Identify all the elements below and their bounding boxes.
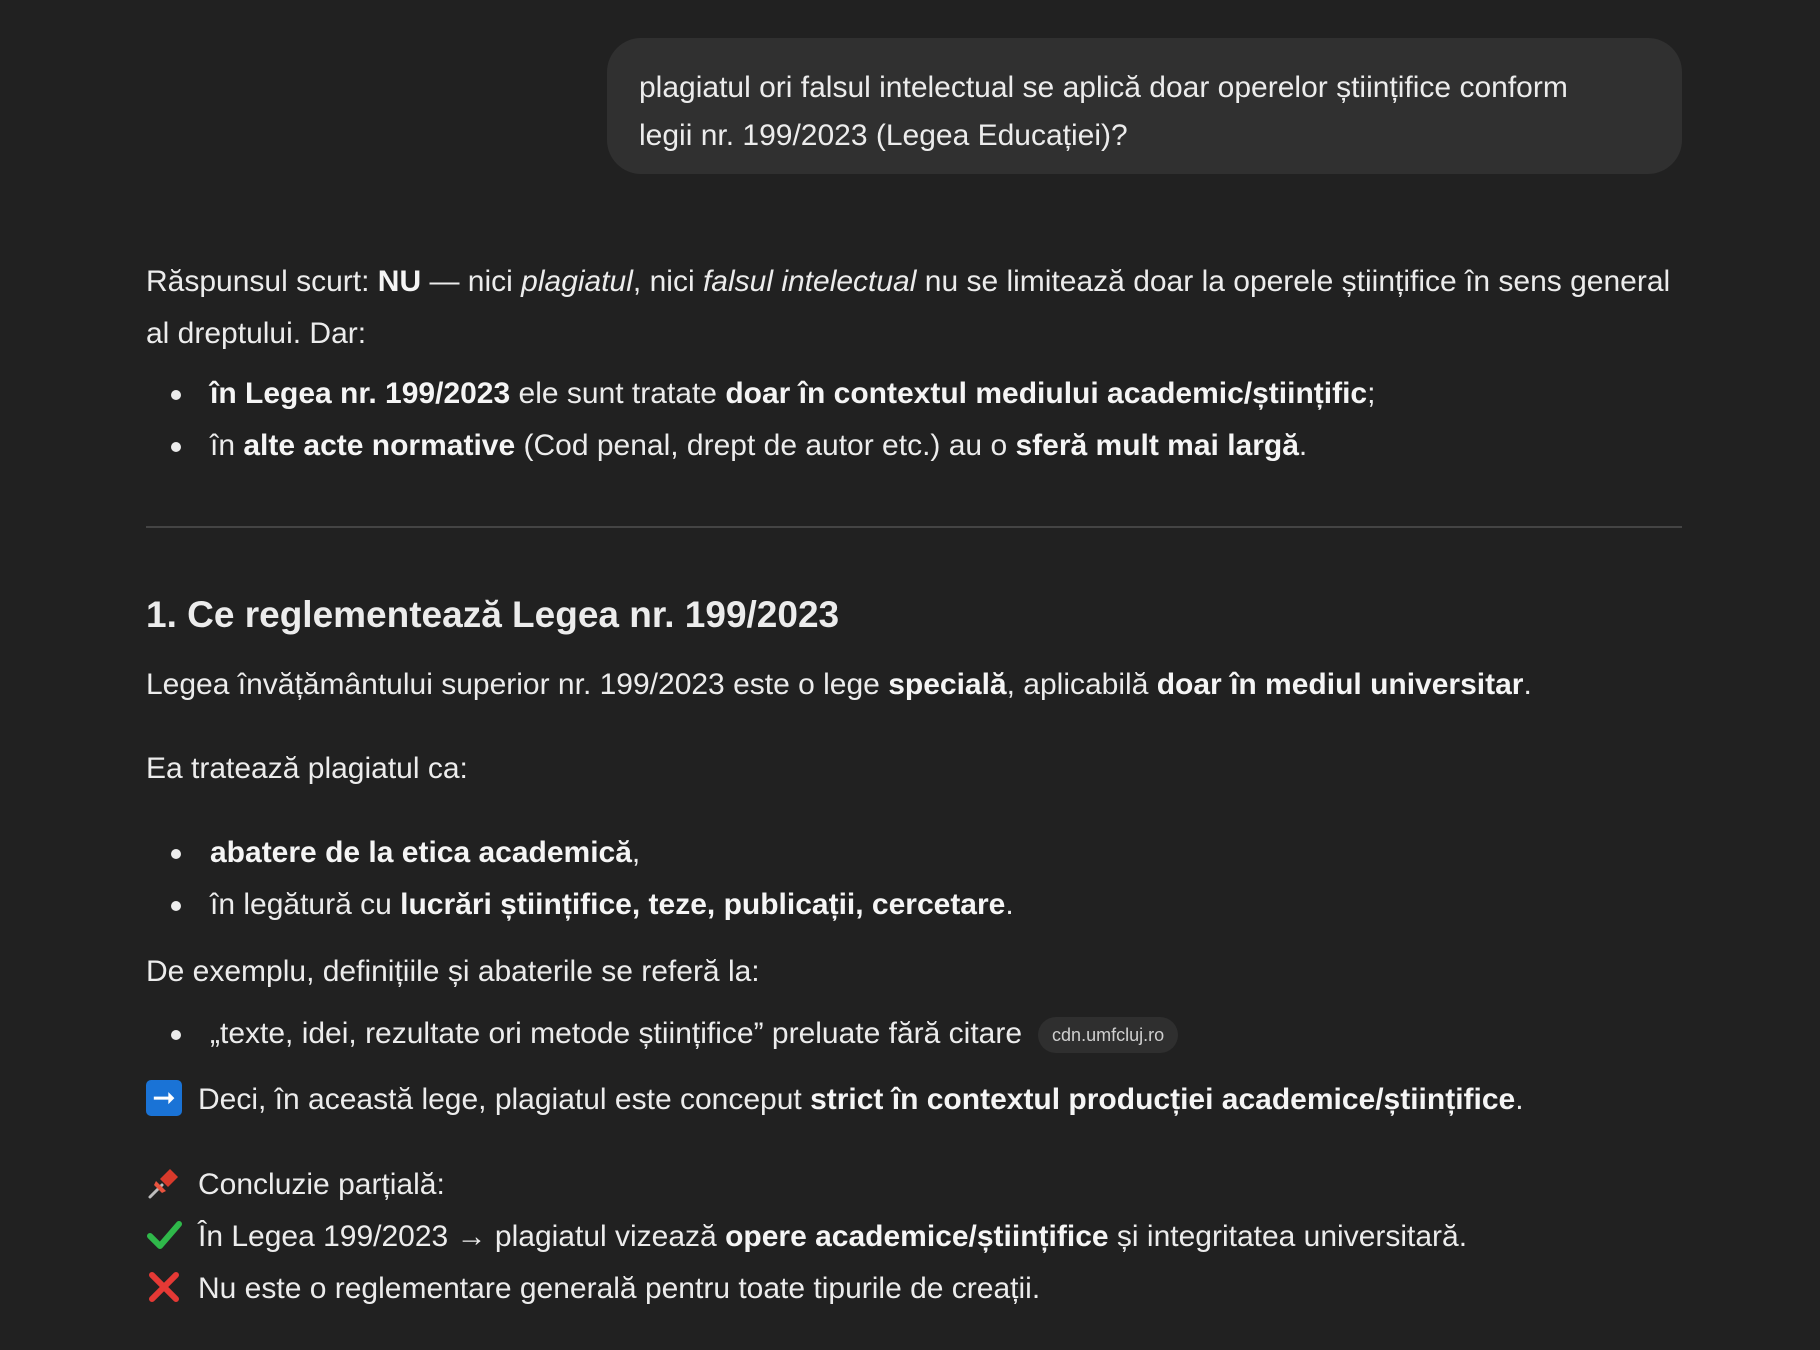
- cross-mark-icon: [146, 1269, 182, 1305]
- bullet-bold: alte acte normative: [243, 429, 516, 462]
- paragraph-bold: doar în mediul universitar: [1156, 668, 1524, 701]
- section-divider: [146, 526, 1682, 528]
- bullet-text: în legătură cu: [210, 888, 401, 921]
- paragraph-text: Legea învățământului superior nr. 199/2023 este o lege: [146, 668, 889, 701]
- intro-text: , nici: [632, 265, 703, 298]
- check-line: [146, 1212, 1682, 1262]
- check-mark-icon: [146, 1217, 182, 1253]
- bullet-text: ele sunt tratate: [510, 377, 726, 410]
- section1-paragraph-1: [146, 660, 1682, 710]
- intro-bullet-list: [146, 368, 1682, 472]
- bullet-bold: sferă mult mai largă: [1015, 429, 1299, 462]
- intro-plagiatul: plagiatul: [521, 265, 633, 298]
- conclusion-title-line: [146, 1160, 1682, 1210]
- bullet-text: .: [1298, 429, 1308, 462]
- cross-line: [146, 1264, 1682, 1314]
- section1-quote-list: [146, 1008, 1682, 1060]
- conclusion-title: Concluzie parțială:: [198, 1168, 445, 1201]
- bullet-text: „texte, idei, rezultate ori metode științifice” preluate fără citare: [210, 1017, 1023, 1050]
- list-item: [146, 827, 1682, 879]
- section1-paragraph-3: De exemplu, definițiile și abaterile se referă la:: [146, 955, 760, 988]
- section1-paragraph-2: Ea tratează plagiatul ca:: [146, 752, 468, 785]
- arrow-right-icon: ➞: [146, 1080, 182, 1116]
- intro-falsul: falsul intelectual: [702, 265, 917, 298]
- arrow-line: [146, 1075, 1682, 1125]
- paragraph-text: .: [1523, 668, 1532, 701]
- assistant-answer: [146, 256, 1682, 472]
- user-message-line-1: plagiatul ori falsul intelectual se aplică doar operelor științifice conform: [639, 71, 1568, 104]
- line-text: .: [1515, 1083, 1524, 1116]
- line-text: În Legea 199/2023 → plagiatul vizează: [198, 1220, 726, 1253]
- bullet-text: (Cod penal, drept de autor etc.) au o: [515, 429, 1016, 462]
- intro-nu: NU: [377, 265, 422, 298]
- paragraph-bold: specială: [888, 668, 1007, 701]
- line-bold: strict în contextul producției academice/științifice: [810, 1083, 1516, 1116]
- intro-paragraph: [146, 256, 1682, 360]
- line-text: Deci, în această lege, plagiatul este conceput: [198, 1083, 811, 1116]
- bullet-text: .: [1005, 888, 1014, 921]
- bullet-bold: abatere de la etica academică: [210, 836, 632, 869]
- bullet-bold: în Legea nr. 199/2023: [210, 377, 511, 410]
- user-message-bubble: [607, 38, 1682, 174]
- section1-bullet-list: [146, 827, 1682, 931]
- list-item: [146, 368, 1682, 420]
- paragraph-text: , aplicabilă: [1006, 668, 1157, 701]
- bullet-bold: lucrări științifice, teze, publicații, cercetare: [400, 888, 1006, 921]
- intro-text: nu se limitează doar la operele științifice în sens general al dreptului. Dar:: [146, 265, 1671, 350]
- bullet-text: ,: [631, 836, 641, 869]
- citation-badge[interactable]: cdn.umfcluj.ro: [1038, 1017, 1178, 1053]
- bullet-text: ;: [1367, 377, 1376, 410]
- list-item: [146, 879, 1682, 931]
- bullet-bold: doar în contextul mediului academic/științific: [725, 377, 1368, 410]
- line-text: Nu este o reglementare generală pentru toate tipurile de creații.: [198, 1272, 1041, 1305]
- bullet-text: în: [210, 429, 244, 462]
- section-heading: 1. Ce reglementează Legea nr. 199/2023: [146, 594, 840, 635]
- intro-text: Răspunsul scurt:: [146, 265, 378, 298]
- list-item: [146, 1008, 1682, 1060]
- intro-text: — nici: [421, 265, 522, 298]
- line-text: și integritatea universitară.: [1108, 1220, 1468, 1253]
- pushpin-icon: [146, 1165, 182, 1201]
- list-item: [146, 420, 1682, 472]
- line-bold: opere academice/științifice: [725, 1220, 1109, 1253]
- user-message-line-2: legii nr. 199/2023 (Legea Educației)?: [639, 119, 1128, 152]
